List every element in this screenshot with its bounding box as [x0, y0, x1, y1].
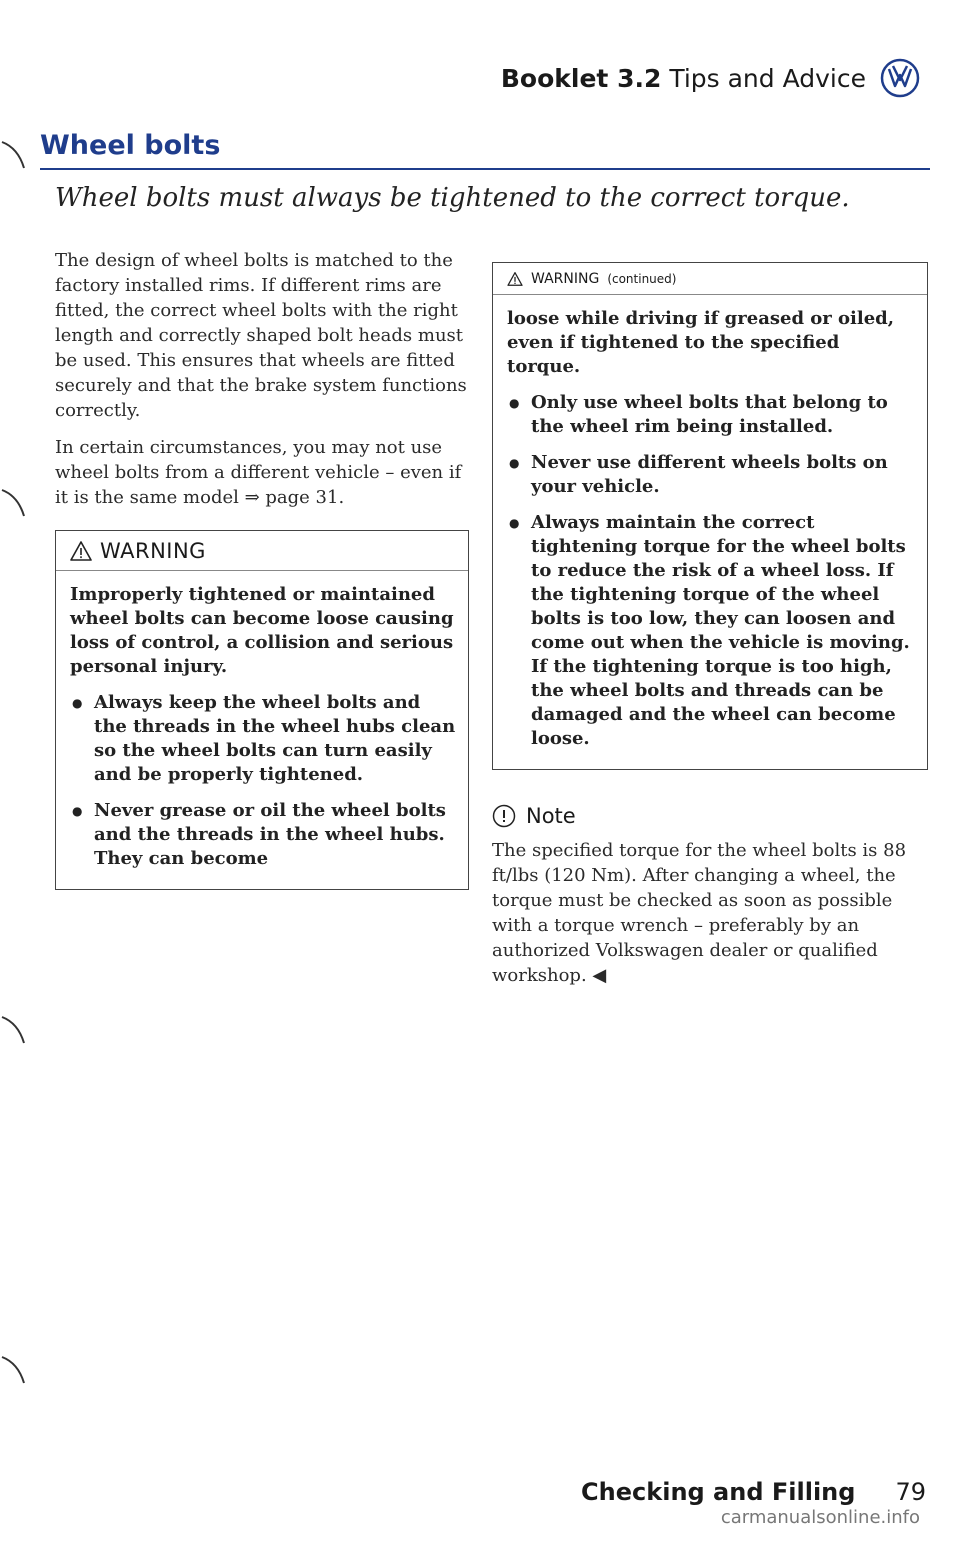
section-label: Tips and Advice — [669, 63, 866, 93]
warning-header — [493, 263, 927, 295]
lead-text: Wheel bolts must always be tightened to the correct torque. — [55, 183, 850, 213]
warning-body — [493, 295, 927, 769]
footer-section: Checking and Filling — [581, 1478, 856, 1506]
list-item: ● Always keep the wheel bolts and the threads in the wheel hubs clean so the wheel bolts can turn easily and be properly tightened. — [70, 691, 456, 787]
warning-intro: Improperly tightened or maintained wheel bolts can become loose causing loss of control, a collision and serious personal injury. — [70, 584, 454, 677]
booklet-label: Booklet 3.2 — [500, 63, 662, 93]
warning-title: WARNING — [100, 539, 206, 563]
list-item: ● Never grease or oil the wheel bolts and the threads in the wheel hubs. They can become — [70, 799, 456, 871]
margin-mark-icon — [0, 140, 26, 170]
page-header — [501, 58, 920, 98]
warning-header — [56, 531, 468, 571]
intro-paragraph: The design of wheel bolts is matched to the factory installed rims. If different rims are fitted, the correct wheel bolts with the right length and correctly shaped bolt heads must be used. This ensures that wheels are fitted securely and that the brake system functions correctly. — [55, 250, 467, 421]
note-header — [492, 804, 928, 828]
warning-list — [70, 691, 456, 871]
warning-box-continued — [492, 262, 928, 770]
vw-logo-icon — [880, 58, 920, 98]
warning-list — [507, 391, 915, 751]
margin-mark-icon — [0, 488, 26, 518]
info-circle-icon — [492, 804, 516, 828]
continued-label: (continued) — [607, 272, 677, 286]
warning-triangle-icon — [70, 541, 92, 561]
warning-intro: loose while driving if greased or oiled, even if tightened to the specified torque. — [507, 308, 895, 377]
margin-mark-icon — [0, 1355, 26, 1385]
title-divider — [40, 168, 930, 170]
note-text: The specified torque for the wheel bolts is 88 ft/lbs (120 Nm). After changing a wheel, the torque must be checked as soon as possible with a torque wrench – preferably by an authorized Volkswagen dealer or qualified workshop. ◀ — [492, 840, 907, 986]
warning-title: WARNING — [531, 271, 600, 287]
list-item: ● Only use wheel bolts that belong to the wheel rim being installed. — [507, 391, 915, 439]
list-item: ● Never use different wheels bolts on your vehicle. — [507, 451, 915, 499]
note-title: Note — [526, 804, 576, 828]
page-footer — [581, 1478, 926, 1506]
list-item: ● Always maintain the correct tightening torque for the wheel bolts to reduce the risk of a wheel loss. If the tightening torque of the wheel bolts is too low, they can loosen and come out when the vehicle is moving. If the tightening torque is too high, the wheel bolts and threads can be damaged and the wheel can become loose. — [507, 511, 915, 751]
warning-triangle-icon — [507, 272, 523, 286]
warning-body — [56, 571, 468, 889]
circumstances-paragraph: In certain circumstances, you may not use wheel bolts from a different vehicle – even if it is the same model ⇒ page 31. — [55, 437, 462, 508]
right-column — [492, 262, 928, 1000]
margin-mark-icon — [0, 1015, 26, 1045]
warning-box — [55, 530, 469, 890]
left-column — [55, 248, 469, 890]
page-number: 79 — [895, 1478, 926, 1506]
watermark: carmanualsonline.info — [720, 1507, 920, 1528]
header-title — [501, 64, 866, 93]
section-title: Wheel bolts — [40, 130, 221, 161]
